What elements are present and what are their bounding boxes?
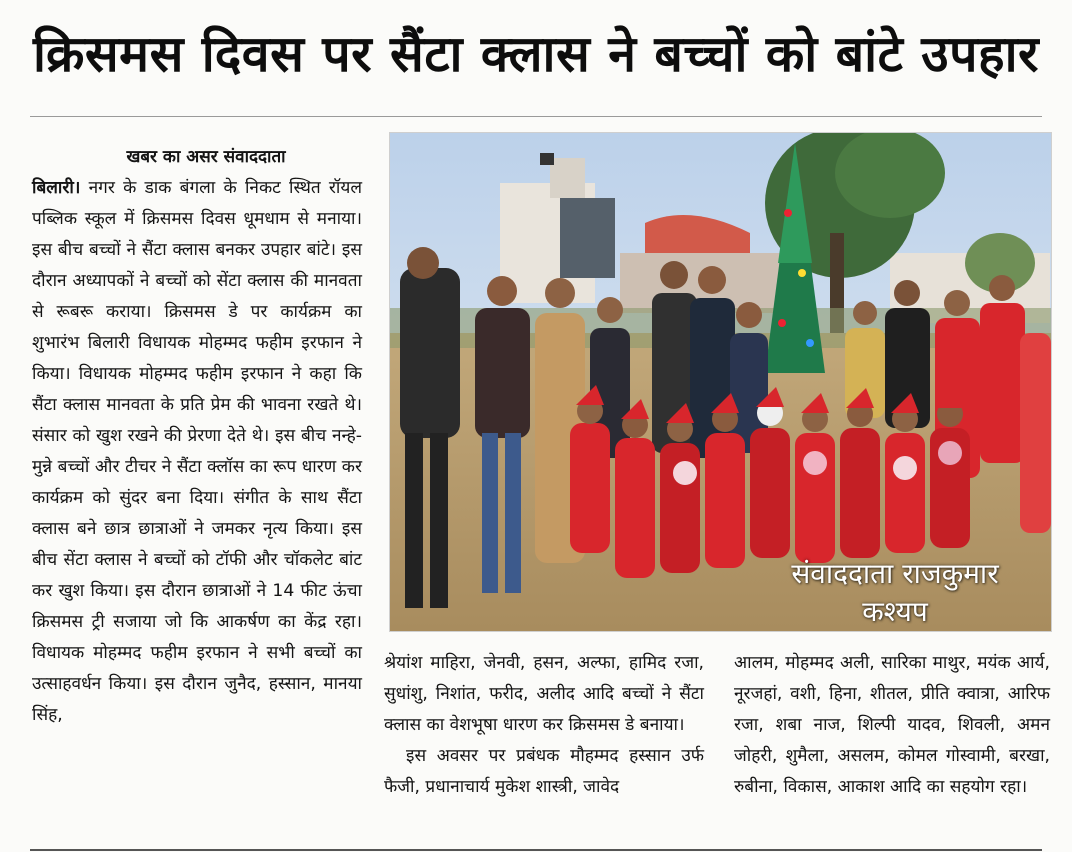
- article-column-3: [734, 648, 1050, 803]
- article-paragraph-1: [32, 173, 362, 731]
- article-body-text: नगर के डाक बंगला के निकट स्थित रॉयल पब्लिक स्कूल में क्रिसमस दिवस धूमधाम से मनाया। इस बीच बच्चों ने सैंटा क्लास बनकर उपहार बांटे। इस दौरान अध्यापकों ने बच्चों को सेंटा क्लास की मानवता से रूबरू कराया। क्रिसमस डे पर कार्यक्रम का शुभारंभ बिलारी विधायक मोहम्मद फहीम इरफान ने किया। विधायक मोहम्मद फहीम इरफान ने कहा कि सैंटा क्लास मानवता के प्रति प्रेम की भावना रखते थे। संसार को खुश रखने की प्रेरणा देते थे। इस बीच नन्हे-मुन्ने बच्चों और टीचर ने सैंटा क्लॉस का रूप धारण कर कार्यक्रम को सुंदर बना दिया। संगीत के साथ सैंटा क्लास बने छात्र छात्राओं ने जमकर नृत्य किया। इस बीच सेंटा क्लास ने बच्चों को टॉफी और चॉकलेट बांट कर खुश किया। इस दौरान छात्राओं ने 14 फीट ऊंचा क्रिसमस ट्री सजाया जो कि आकर्षण का केंद्र रहा। विधायक मोहम्मद फहीम इरफान ने सभी बच्चों का उत्साहवर्धन किया। इस दौरान जुनैद, हस्सान, मानया सिंह,: [32, 178, 362, 725]
- article-column-2: [384, 648, 704, 803]
- article-paragraph-4: आलम, मोहम्मद अली, सारिका माथुर, मयंक आर्य, नूरजहां, वशी, हिना, शीतल, प्रीति क्वात्रा, आरिफ रजा, शबा नाज, शिल्पी यादव, शिवली, अमन जोहरी, शुमैला, असलम, कोमल गोस्वामी, बरखा, रुबीना, विकास, आकाश आदि का सहयोग रहा।: [734, 653, 1050, 797]
- article-column-1: [32, 142, 362, 731]
- article-paragraph-2: श्रेयांश माहिरा, जेनवी, हसन, अल्फा, हामिद रजा, सुधांशु, निशांत, फरीद, अलीद आदि बच्चों ने सैंटा क्लास का वेशभूषा धारण कर क्रिसमस डे बनाया।: [384, 653, 704, 735]
- footer-divider: [30, 849, 1042, 851]
- photo-caption: संवाददाता राजकुमार कश्यप: [791, 557, 999, 628]
- dateline: बिलारी।: [32, 178, 81, 198]
- article-paragraph-3: इस अवसर पर प्रबंधक मौहम्मद हस्सान उर्फ फैजी, प्रधानाचार्य मुकेश शास्त्री, जावेद: [384, 746, 704, 797]
- event-photo: [389, 132, 1052, 632]
- headline: क्रिसमस दिवस पर सैंटा क्लास ने बच्चों को बांटे उपहार: [33, 25, 1039, 83]
- headline-divider: [30, 116, 1042, 117]
- byline: खबर का असर संवाददाता: [126, 147, 286, 167]
- children-santa-row: [570, 385, 970, 578]
